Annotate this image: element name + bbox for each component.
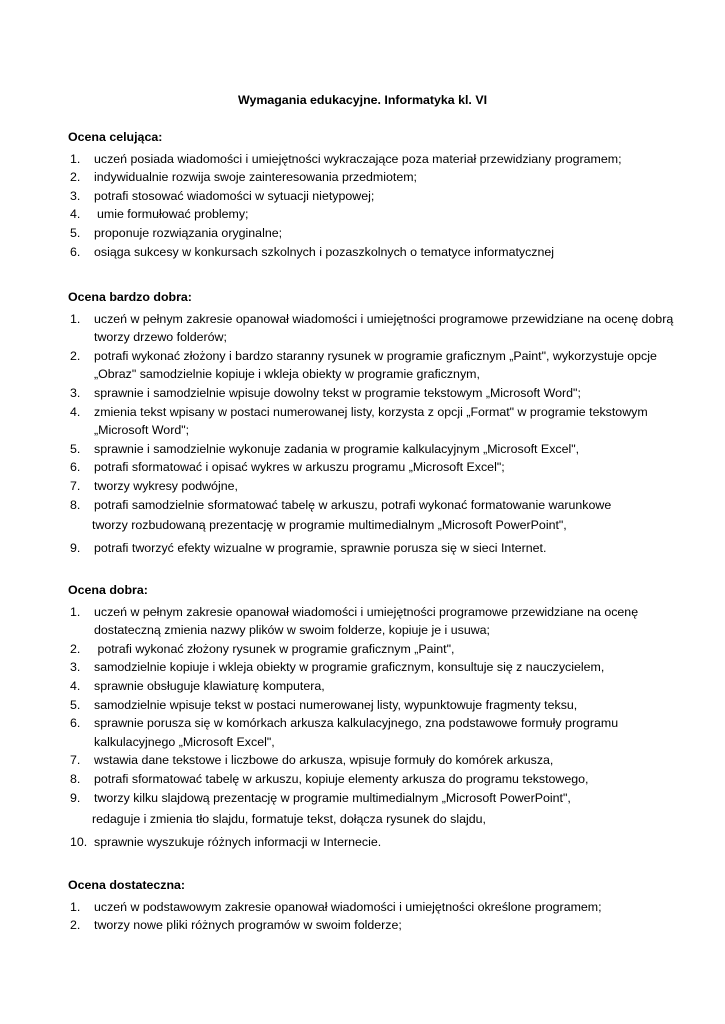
list-item: 10. sprawnie wyszukuje różnych informacji w Internecie. — [70, 834, 382, 849]
list-item: 4. sprawnie obsługuje klawiaturę komputera, — [70, 678, 325, 693]
list-item: 1. uczeń w pełnym zakresie opanował wiadomości i umiejętności programowe przewidziane na ocenę dobrą tworzy drzewo folderów; — [70, 311, 674, 345]
list-item: 3. potrafi stosować wiadomości w sytuacji nietypowej; — [70, 188, 375, 203]
section-heading: Ocena bardzo dobra: — [68, 290, 192, 304]
list-item: 5. samodzielnie wpisuje tekst w postaci numerowanej listy, wypunktowuje fragmenty teksu, — [70, 697, 578, 712]
list-item: 6. sprawnie porusza się w komórkach arkusza kalkulacyjnego, zna podstawowe formuły programu kalkulacyjnego „Microsoft Excel", — [70, 716, 619, 749]
list-item: 9. tworzy kilku slajdową prezentację w programie multimedialnym „Microsoft PowerPoint", redaguje i zmienia tło slajdu, formatuje tekst, dołącza rysunek do slajdu, — [70, 790, 571, 827]
list-item: 5. sprawnie i samodzielnie wykonuje zadania w programie kalkulacyjnym „Microsoft Excel", — [70, 441, 580, 456]
list-item: 6. potrafi sformatować i opisać wykres w arkuszu programu „Microsoft Excel"; — [70, 460, 505, 475]
list-item: 9. potrafi tworzyć efekty wizualne w programie, sprawnie porusza się w sieci Internet. — [70, 540, 547, 555]
list-item: 6. osiąga sukcesy w konkursach szkolnych i pozaszkolnych o tematyce informatycznej — [70, 244, 555, 259]
section-heading: Ocena celująca: — [68, 130, 163, 144]
requirements-list — [68, 603, 680, 852]
list-item: 2. indywidualnie rozwija swoje zainteresowania przedmiotem; — [70, 170, 417, 185]
document-title: Wymagania edukacyjne. Informatyka kl. VI — [237, 93, 488, 107]
list-item: 3. samodzielnie kopiuje i wkleja obiekty w programie graficznym, konsultuje się z nauczycielem, — [70, 660, 605, 675]
list-item: 8. potrafi sformatować tabelę w arkuszu, kopiuje elementy arkusza do programu tekstowego, — [70, 771, 589, 786]
list-item: 2. tworzy nowe pliki różnych programów w swoim folderze; — [70, 918, 402, 933]
list-item: 4. zmienia tekst wpisany w postaci numerowanej listy, korzysta z opcji „Format" w programie tekstowym „Microsoft Word"; — [70, 404, 648, 438]
section-dostateczna — [68, 876, 680, 935]
list-item: 2. potrafi wykonać złożony rysunek w programie graficznym „Paint", — [70, 641, 455, 656]
section-celujaca — [68, 128, 680, 261]
requirements-list — [68, 150, 680, 262]
section-heading: Ocena dobra: — [68, 583, 148, 597]
list-item: 2. potrafi wykonać złożony i bardzo staranny rysunek w programie graficznym „Paint", wykorzystuje opcje „Obraz" samodzielnie kopiuje i wkleja obiekty w programie graficznym, — [70, 348, 657, 382]
list-item: 5. proponuje rozwiązania oryginalne; — [70, 225, 283, 240]
list-item: 1. uczeń posiada wiadomości i umiejętności wykraczające poza materiał przewidziany programem; — [70, 151, 622, 166]
section-bardzo-dobra — [68, 288, 680, 557]
list-item: 1. uczeń w pełnym zakresie opanował wiadomości i umiejętności programowe przewidziane na ocenę dostateczną zmienia nazwy plików w swoim folderze, kopiuje je i usuwa; — [70, 604, 639, 638]
requirements-list — [68, 310, 680, 558]
requirements-list — [68, 898, 680, 935]
list-item: 4. umie formułować problemy; — [70, 207, 249, 222]
list-item: 8. potrafi samodzielnie sformatować tabelę w arkuszu, potrafi wykonać formatowanie warunkowe tworzy rozbudowaną prezentację w programie multimedialnym „Microsoft PowerPoint", — [70, 497, 612, 533]
list-item: 7. wstawia dane tekstowe i liczbowe do arkusza, wpisuje formuły do komórek arkusza, — [70, 753, 554, 768]
list-item: 3. sprawnie i samodzielnie wpisuje dowolny tekst w programie tekstowym „Microsoft Word"; — [70, 385, 581, 400]
section-heading: Ocena dostateczna: — [68, 878, 186, 892]
list-item: 1. uczeń w podstawowym zakresie opanował wiadomości i umiejętności określone programem; — [70, 899, 602, 914]
section-dobra — [68, 581, 680, 851]
list-item: 7. tworzy wykresy podwójne, — [70, 478, 238, 493]
